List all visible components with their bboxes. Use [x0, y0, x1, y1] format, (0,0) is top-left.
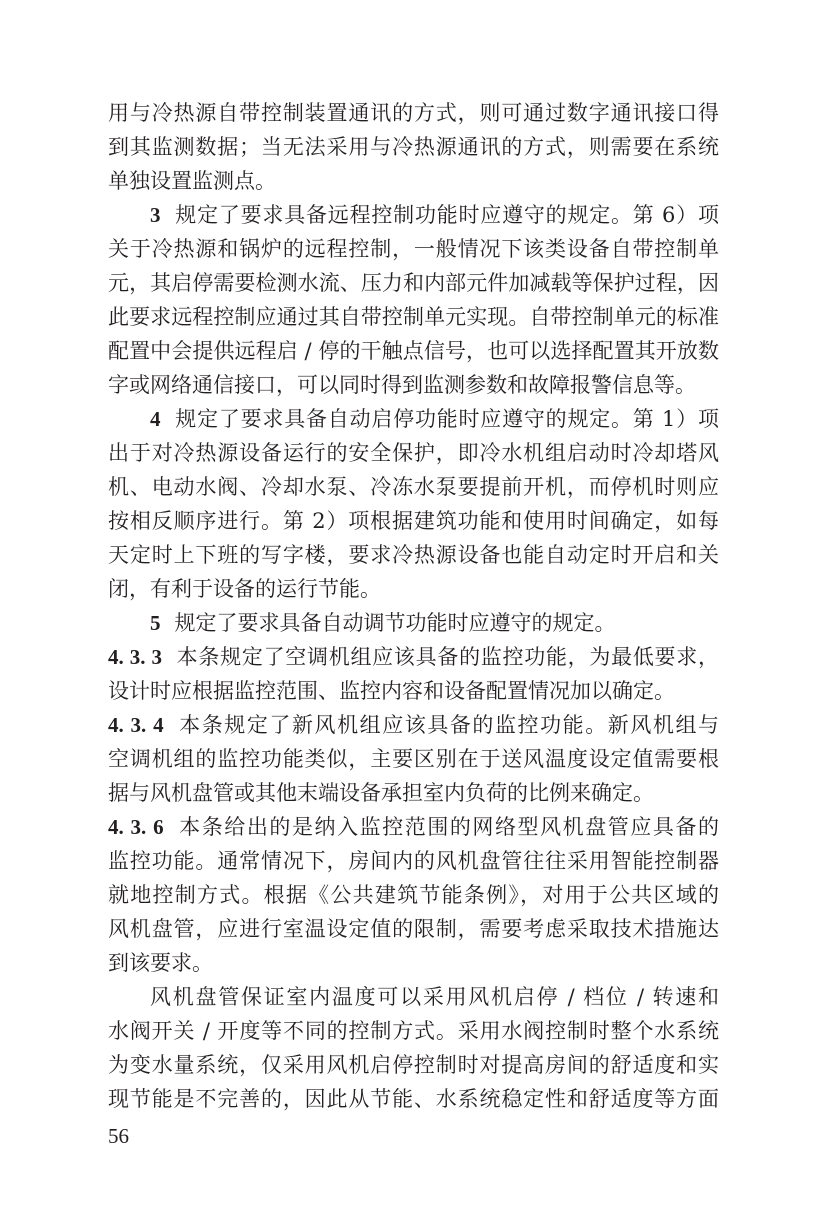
text-line: 就地控制方式。根据《公共建筑节能条例》，对用于公共区域的 — [108, 883, 719, 907]
text-span: 规定了要求具备自动调节功能时应遵守的规定。 — [174, 611, 616, 635]
text-span: 规定了要求具备自动启停功能时应遵守的规定。第 1）项 — [174, 407, 719, 431]
text-line: 风机盘管，应进行室温设定值的限制，需要考虑采取技术措施达 — [108, 917, 719, 941]
item-3-first-line — [150, 198, 719, 232]
clause-number: 4. 3. 6 — [108, 815, 164, 839]
item-number: 5 — [150, 611, 161, 635]
text-span: 本条规定了新风机组应该具备的监控功能。新风机组与 — [177, 713, 719, 737]
item-5-line — [150, 606, 719, 640]
text-line: 风机盘管保证室内温度可以采用风机启停 / 档位 / 转速和 — [150, 985, 719, 1009]
text-line: 水阀开关 / 开度等不同的控制方式。采用水阀控制时整个水系统 — [108, 1019, 719, 1043]
item-number: 4 — [150, 407, 161, 431]
clause-4-3-3-first-line — [108, 640, 719, 674]
text-line: 现节能是不完善的，因此从节能、水系统稳定性和舒适度等方面 — [108, 1087, 719, 1111]
text-line: 监控功能。通常情况下，房间内的风机盘管往往采用智能控制器 — [108, 849, 719, 873]
text-line: 到该要求。 — [108, 951, 213, 975]
text-line: 字或网络通信接口，可以同时得到监测参数和故障报警信息等。 — [108, 373, 696, 397]
text-line: 用与冷热源自带控制装置通讯的方式，则可通过数字通讯接口得 — [108, 101, 719, 125]
text-line: 元，其启停需要检测水流、压力和内部元件加减载等保护过程，因 — [108, 271, 719, 295]
text-line: 空调机组的监控功能类似，主要区别在于送风温度设定值需要根 — [108, 747, 719, 771]
page-number: 56 — [108, 1124, 129, 1148]
text-line: 为变水量系统，仅采用风机启停控制时对提高房间的舒适度和实 — [108, 1053, 719, 1077]
text-line: 天定时上下班的写字楼，要求冷热源设备也能自动定时开启和关 — [108, 543, 719, 567]
text-line: 闭，有利于设备的运行节能。 — [108, 577, 381, 601]
clause-4-3-4-first-line — [108, 708, 719, 742]
text-span: 本条给出的是纳入监控范围的网络型风机盘管应具备的 — [177, 815, 719, 839]
text-line: 配置中会提供远程启 / 停的干触点信号，也可以选择配置其开放数 — [108, 339, 719, 363]
clause-4-3-6-first-line — [108, 810, 719, 844]
clause-number: 4. 3. 4 — [108, 713, 164, 737]
text-span: 本条规定了空调机组应该具备的监控功能，为最低要求， — [175, 645, 719, 669]
text-span: 规定了要求具备远程控制功能时应遵守的规定。第 6）项 — [174, 203, 719, 227]
text-line: 据与风机盘管或其他末端设备承担室内负荷的比例来确定。 — [108, 781, 654, 805]
item-4-first-line — [150, 402, 719, 436]
item-number: 3 — [150, 203, 161, 227]
text-line: 关于冷热源和锅炉的远程控制，一般情况下该类设备自带控制单 — [108, 237, 719, 261]
text-line: 按相反顺序进行。第 2）项根据建筑功能和使用时间确定，如每 — [108, 509, 719, 533]
text-line: 出于对冷热源设备运行的安全保护，即冷水机组启动时冷却塔风 — [108, 441, 719, 465]
text-line: 设计时应根据监控范围、监控内容和设备配置情况加以确定。 — [108, 679, 675, 703]
text-line: 单独设置监测点。 — [108, 169, 276, 193]
text-line: 机、电动水阀、冷却水泵、冷冻水泵要提前开机，而停机时则应 — [108, 475, 719, 499]
text-line: 到其监测数据；当无法采用与冷热源通讯的方式，则需要在系统 — [108, 135, 719, 159]
clause-number: 4. 3. 3 — [108, 645, 162, 669]
text-line: 此要求远程控制应通过其自带控制单元实现。自带控制单元的标准 — [108, 305, 719, 329]
